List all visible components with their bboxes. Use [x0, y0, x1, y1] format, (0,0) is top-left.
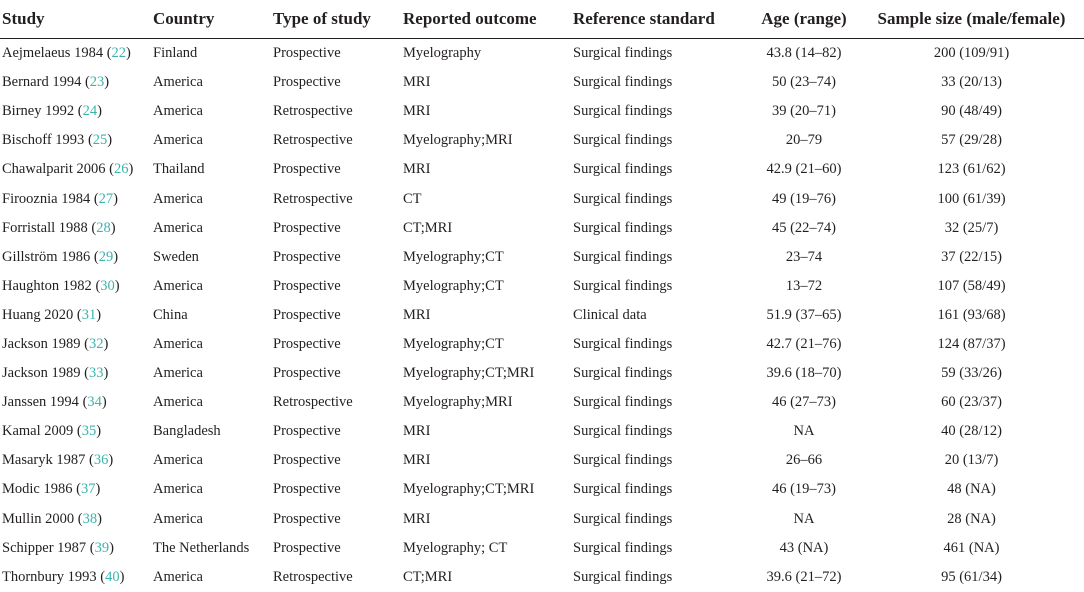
cell-country: Sweden — [153, 248, 199, 265]
cell-type-of-study: Prospective — [273, 365, 341, 382]
table-row — [0, 243, 1084, 272]
citation-paren-close: ) — [104, 74, 110, 91]
cell-type-of-study: Retrospective — [273, 103, 353, 120]
cell-reported-outcome: CT;MRI — [403, 219, 453, 236]
cell-study — [0, 446, 153, 475]
cell-reported-outcome: Myelography; CT — [403, 539, 508, 556]
citation-paren-open: ( — [73, 306, 82, 323]
table-row — [0, 534, 1084, 563]
cell-reported-outcome: MRI — [403, 423, 431, 440]
cell-reported-outcome: Myelography;CT — [403, 248, 504, 265]
cell-country: America — [153, 277, 203, 294]
citation-paren-close: ) — [113, 248, 119, 265]
study-name: Forristall 1988 — [2, 219, 88, 236]
cell-country: America — [153, 335, 203, 352]
citation-paren-close: ) — [95, 481, 101, 498]
citation-paren-open: ( — [105, 161, 114, 178]
citation-paren-open: ( — [80, 335, 90, 352]
cell-sample-size: 124 (87/37) — [937, 335, 1006, 352]
table-row — [0, 126, 1084, 155]
cell-type-of-study: Prospective — [273, 306, 341, 323]
cell-type-of-study: Retrospective — [273, 394, 353, 411]
cell-reported-outcome: Myelography;CT — [403, 277, 504, 294]
cell-reference-standard: Surgical findings — [573, 74, 673, 91]
cell-age-range: 50 (23–74) — [771, 74, 837, 91]
cell-study — [0, 417, 153, 446]
citation-paren-close: ) — [119, 568, 125, 585]
citation-link[interactable]: 39 — [94, 539, 110, 556]
cell-sample-size: 20 (13/7) — [944, 452, 999, 469]
citation-paren-close: ) — [103, 365, 109, 382]
cell-study — [0, 359, 153, 388]
citation-paren-open: ( — [90, 190, 99, 207]
cell-type-of-study: Prospective — [273, 248, 341, 265]
cell-study — [0, 301, 153, 330]
cell-age-range: 39 (20–71) — [771, 103, 837, 120]
cell-country: America — [153, 132, 203, 149]
cell-type-of-study: Prospective — [273, 510, 341, 527]
cell-reported-outcome: MRI — [403, 452, 431, 469]
cell-type-of-study: Prospective — [273, 481, 341, 498]
citation-paren-close: ) — [109, 539, 114, 556]
header-type-of-study: Type of study — [273, 0, 403, 39]
citation-link[interactable]: 33 — [89, 365, 104, 382]
citation-paren-open: ( — [78, 394, 88, 411]
cell-country: Bangladesh — [153, 423, 221, 440]
cell-type-of-study: Retrospective — [273, 132, 353, 149]
cell-sample-size: 107 (58/49) — [937, 277, 1006, 294]
table-row — [0, 359, 1084, 388]
cell-country: The Netherlands — [153, 539, 250, 556]
cell-study — [0, 97, 153, 126]
cell-reported-outcome: MRI — [403, 510, 431, 527]
cell-reported-outcome: MRI — [403, 161, 431, 178]
cell-type-of-study: Prospective — [273, 452, 341, 469]
citation-paren-open: ( — [84, 132, 93, 149]
citation-paren-open: ( — [86, 539, 95, 556]
table-row — [0, 330, 1084, 359]
cell-country: America — [153, 452, 203, 469]
study-name: Haughton 1982 — [2, 277, 92, 294]
cell-age-range: 39.6 (21–72) — [766, 568, 842, 585]
cell-age-range: 42.9 (21–60) — [766, 161, 842, 178]
study-name: Jackson 1989 — [2, 335, 81, 352]
cell-reported-outcome: MRI — [403, 74, 431, 91]
cell-reported-outcome: Myelography;CT;MRI — [403, 365, 535, 382]
cell-age-range: 51.9 (37–65) — [766, 306, 842, 323]
citation-paren-open: ( — [90, 248, 99, 265]
study-name: Firooznia 1984 — [2, 190, 91, 207]
study-name: Schipper 1987 — [2, 539, 87, 556]
citation-paren-open: ( — [80, 365, 90, 382]
cell-country: Finland — [153, 45, 198, 62]
citation-paren-close: ) — [97, 510, 102, 527]
cell-study — [0, 330, 153, 359]
cell-reference-standard: Surgical findings — [573, 423, 673, 440]
study-name: Gillström 1986 — [2, 248, 91, 265]
table-row — [0, 39, 1084, 69]
cell-reference-standard: Surgical findings — [573, 277, 673, 294]
cell-age-range: NA — [793, 423, 815, 440]
citation-paren-open: ( — [96, 568, 106, 585]
citation-link[interactable]: 36 — [93, 452, 109, 469]
table-row — [0, 475, 1084, 504]
citation-link[interactable]: 34 — [87, 394, 102, 411]
cell-age-range: 46 (27–73) — [771, 394, 837, 411]
cell-reference-standard: Surgical findings — [573, 568, 673, 585]
cell-country: America — [153, 394, 203, 411]
cell-age-range: 13–72 — [785, 277, 823, 294]
citation-paren-close: ) — [113, 190, 119, 207]
citation-link[interactable]: 28 — [96, 219, 111, 236]
table-row — [0, 301, 1084, 330]
citation-paren-close: ) — [110, 219, 116, 236]
cell-sample-size: 60 (23/37) — [941, 394, 1002, 411]
cell-country: America — [153, 190, 203, 207]
cell-reported-outcome: MRI — [403, 306, 431, 323]
cell-reference-standard: Surgical findings — [573, 510, 673, 527]
citation-link[interactable]: 32 — [89, 335, 104, 352]
cell-type-of-study: Prospective — [273, 335, 341, 352]
cell-reported-outcome: Myelography;CT — [403, 335, 504, 352]
cell-sample-size: 57 (29/28) — [941, 132, 1002, 149]
citation-link[interactable]: 30 — [100, 277, 115, 294]
cell-study — [0, 39, 153, 69]
study-name: Chawalparit 2006 — [2, 161, 106, 178]
cell-age-range: 46 (19–73) — [771, 481, 837, 498]
cell-country: America — [153, 103, 203, 120]
cell-sample-size: 40 (28/12) — [941, 423, 1002, 440]
table-row — [0, 505, 1084, 534]
citation-link[interactable]: 38 — [82, 510, 98, 527]
cell-sample-size: 123 (61/62) — [937, 161, 1006, 178]
cell-type-of-study: Retrospective — [273, 190, 353, 207]
cell-study — [0, 214, 153, 243]
header-reference-standard: Reference standard — [573, 0, 749, 39]
cell-study — [0, 243, 153, 272]
cell-reference-standard: Surgical findings — [573, 539, 673, 556]
table-row — [0, 446, 1084, 475]
citation-link[interactable]: 26 — [113, 161, 129, 178]
study-name: Bischoff 1993 — [2, 132, 85, 149]
study-name: Mullin 2000 — [2, 510, 75, 527]
citation-link[interactable]: 24 — [82, 103, 98, 120]
citation-link[interactable]: 31 — [81, 306, 97, 323]
study-name: Aejmelaeus 1984 — [2, 45, 104, 62]
citation-paren-close: ) — [96, 306, 102, 323]
citation-paren-close: ) — [108, 452, 114, 469]
cell-type-of-study: Prospective — [273, 161, 341, 178]
cell-sample-size: 161 (93/68) — [937, 306, 1006, 323]
cell-country: China — [153, 306, 188, 323]
citation-paren-open: ( — [103, 45, 112, 62]
table-row — [0, 155, 1084, 184]
cell-country: Thailand — [153, 161, 205, 178]
cell-sample-size: 59 (33/26) — [941, 365, 1002, 382]
study-name: Jackson 1989 — [2, 365, 81, 382]
citation-paren-close: ) — [103, 335, 109, 352]
header-study: Study — [0, 0, 153, 39]
header-reported-outcome: Reported outcome — [403, 0, 573, 39]
citation-paren-open: ( — [85, 452, 94, 469]
header-country: Country — [153, 0, 273, 39]
cell-age-range: 20–79 — [785, 132, 823, 149]
cell-country: America — [153, 568, 203, 585]
citation-link[interactable]: 35 — [81, 423, 97, 440]
study-name: Modic 1986 — [2, 481, 73, 498]
table-row — [0, 272, 1084, 301]
cell-study — [0, 388, 153, 417]
cell-study — [0, 272, 153, 301]
study-name: Masaryk 1987 — [2, 452, 86, 469]
cell-type-of-study: Prospective — [273, 277, 341, 294]
cell-age-range: 49 (19–76) — [771, 190, 837, 207]
cell-reported-outcome: CT;MRI — [403, 568, 453, 585]
cell-study — [0, 505, 153, 534]
table-row — [0, 97, 1084, 126]
cell-sample-size: 200 (109/91) — [933, 45, 1010, 62]
cell-age-range: 39.6 (18–70) — [766, 365, 842, 382]
citation-paren-open: ( — [74, 510, 83, 527]
cell-sample-size: 95 (61/34) — [941, 568, 1002, 585]
cell-reported-outcome: Myelography;MRI — [403, 394, 513, 411]
citation-paren-close: ) — [128, 161, 134, 178]
header-age-range: Age (range) — [749, 0, 859, 39]
cell-country: America — [153, 74, 203, 91]
citation-paren-close: ) — [101, 394, 107, 411]
cell-sample-size: 461 (NA) — [943, 539, 1000, 556]
cell-reference-standard: Surgical findings — [573, 45, 673, 62]
cell-study — [0, 126, 153, 155]
citation-paren-open: ( — [81, 74, 90, 91]
cell-age-range: 45 (22–74) — [771, 219, 837, 236]
cell-reference-standard: Surgical findings — [573, 161, 673, 178]
cell-type-of-study: Prospective — [273, 45, 341, 62]
cell-reference-standard: Surgical findings — [573, 248, 673, 265]
citation-paren-close: ) — [126, 45, 131, 62]
table-row — [0, 417, 1084, 446]
cell-type-of-study: Prospective — [273, 539, 341, 556]
cell-reported-outcome: MRI — [403, 103, 431, 120]
cell-reference-standard: Surgical findings — [573, 103, 673, 120]
table-row — [0, 563, 1084, 592]
cell-reference-standard: Surgical findings — [573, 190, 673, 207]
cell-age-range: NA — [793, 510, 815, 527]
cell-study — [0, 563, 153, 592]
cell-reference-standard: Surgical findings — [573, 219, 673, 236]
cell-sample-size: 33 (20/13) — [941, 74, 1002, 91]
cell-country: America — [153, 481, 203, 498]
cell-age-range: 23–74 — [785, 248, 823, 265]
table-row — [0, 68, 1084, 97]
study-name: Birney 1992 — [2, 103, 75, 120]
cell-study — [0, 184, 153, 213]
citation-link[interactable]: 40 — [105, 568, 120, 585]
cell-type-of-study: Prospective — [273, 74, 341, 91]
cell-study — [0, 155, 153, 184]
cell-reference-standard: Clinical data — [573, 306, 647, 323]
table-row — [0, 214, 1084, 243]
cell-country: America — [153, 219, 203, 236]
citation-link[interactable]: 37 — [80, 481, 96, 498]
cell-reference-standard: Surgical findings — [573, 365, 673, 382]
cell-study — [0, 475, 153, 504]
study-name: Thornbury 1993 — [2, 568, 97, 585]
cell-reported-outcome: Myelography;CT;MRI — [403, 481, 535, 498]
citation-paren-close: ) — [96, 423, 102, 440]
cell-sample-size: 28 (NA) — [947, 510, 996, 527]
cell-age-range: 42.7 (21–76) — [766, 335, 842, 352]
citation-link[interactable]: 29 — [98, 248, 114, 265]
cell-sample-size: 90 (48/49) — [941, 103, 1002, 120]
citation-link[interactable]: 22 — [111, 45, 127, 62]
cell-reference-standard: Surgical findings — [573, 481, 673, 498]
header-sample-size: Sample size (male/female) — [859, 0, 1084, 39]
cell-reported-outcome: Myelography;MRI — [403, 132, 513, 149]
citation-paren-close: ) — [97, 103, 102, 120]
study-name: Huang 2020 — [2, 306, 74, 323]
cell-reference-standard: Surgical findings — [573, 335, 673, 352]
cell-age-range: 43.8 (14–82) — [766, 45, 842, 62]
table-body — [0, 39, 1084, 592]
citation-paren-open: ( — [87, 219, 97, 236]
cell-type-of-study: Retrospective — [273, 568, 353, 585]
cell-study — [0, 534, 153, 563]
table-header-row — [0, 0, 1084, 39]
study-name: Bernard 1994 — [2, 74, 82, 91]
table-row — [0, 184, 1084, 213]
cell-country: America — [153, 365, 203, 382]
citation-link[interactable]: 25 — [92, 132, 108, 149]
cell-type-of-study: Prospective — [273, 423, 341, 440]
cell-study — [0, 68, 153, 97]
study-name: Janssen 1994 — [2, 394, 79, 411]
study-name: Kamal 2009 — [2, 423, 74, 440]
cell-sample-size: 32 (25/7) — [944, 219, 999, 236]
cell-sample-size: 48 (NA) — [947, 481, 996, 498]
citation-paren-close: ) — [114, 277, 120, 294]
citation-paren-open: ( — [72, 481, 81, 498]
cell-type-of-study: Prospective — [273, 219, 341, 236]
cell-reference-standard: Surgical findings — [573, 132, 673, 149]
citation-paren-open: ( — [91, 277, 101, 294]
citation-paren-open: ( — [74, 103, 83, 120]
cell-reference-standard: Surgical findings — [573, 394, 673, 411]
cell-reported-outcome: Myelography — [403, 45, 482, 62]
cell-country: America — [153, 510, 203, 527]
cell-age-range: 43 (NA) — [779, 539, 829, 556]
cell-sample-size: 100 (61/39) — [937, 190, 1006, 207]
citation-link[interactable]: 27 — [98, 190, 114, 207]
citation-paren-close: ) — [107, 132, 113, 149]
citation-paren-open: ( — [73, 423, 82, 440]
citation-link[interactable]: 23 — [89, 74, 105, 91]
cell-sample-size: 37 (22/15) — [941, 248, 1002, 265]
cell-reference-standard: Surgical findings — [573, 452, 673, 469]
table-row — [0, 388, 1084, 417]
cell-reported-outcome: CT — [403, 190, 422, 207]
cell-age-range: 26–66 — [785, 452, 823, 469]
